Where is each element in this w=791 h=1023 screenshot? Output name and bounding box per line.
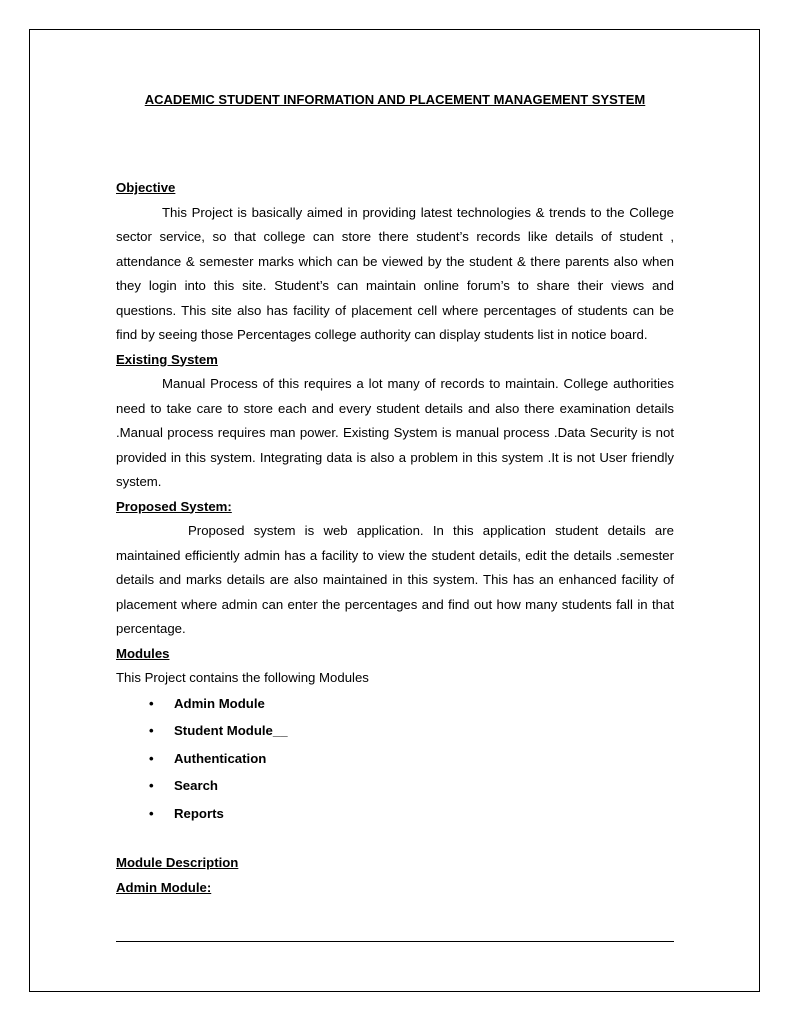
bullet-icon: • [149, 723, 154, 738]
footer-rule [116, 941, 674, 942]
bullet-icon: • [149, 750, 154, 766]
module-item-admin [116, 692, 674, 720]
modules-list [116, 692, 674, 830]
document-body [116, 88, 674, 900]
bullet-icon: • [149, 778, 154, 793]
proposed-system-heading: Proposed System: [116, 498, 232, 514]
module-description-heading: Module Description [116, 855, 239, 870]
module-item-label: Reports [174, 805, 224, 821]
bullet-icon: • [149, 695, 154, 711]
module-item-label: Student Module__ [174, 723, 288, 738]
document-title: ACADEMIC STUDENT INFORMATION AND PLACEMENT MANAGEMENT SYSTEM [144, 92, 646, 107]
section-spacer [116, 829, 674, 851]
module-item-authentication [116, 747, 674, 775]
module-item-label: Authentication [174, 750, 267, 766]
admin-module-heading: Admin Module: [116, 879, 212, 895]
modules-heading: Modules [116, 645, 170, 661]
existing-system-heading: Existing System [116, 351, 218, 367]
module-item-search [116, 774, 674, 802]
module-item-reports [116, 802, 674, 830]
objective-heading: Objective [116, 180, 176, 195]
module-item-student [116, 719, 674, 747]
module-item-label: Admin Module [174, 695, 265, 711]
bullet-icon: • [149, 805, 154, 821]
proposed-system-paragraph: Proposed system is web application. In this application student details are maintained efficiently admin has a facility to view the student details, edit the details .semester details and marks details are also maintained in this system. This has an enhanced facility of placement where admin can enter the percentages and find out how many students fall in that percentage. [116, 523, 674, 636]
existing-system-paragraph: Manual Process of this requires a lot many of records to maintain. College authorities need to take care to store each and every student details and also there examination details .Manual process requires man power. Existing System is manual process .Data Security is not provided in this system. Integrating data is also a problem in this system .It is not User friendly system. [116, 376, 674, 489]
module-item-label: Search [174, 778, 218, 793]
modules-intro: This Project contains the following Modules [116, 670, 369, 685]
objective-paragraph: This Project is basically aimed in providing latest technologies & trends to the College sector service, so that college can store there student’s records like details of student , attendance & semester marks which can be viewed by the student & there parents also when they login into this site. Student’s can maintain online forum’s to share their views and questions. This site also has facility of placement cell where percentages of students can be find by seeing those Percentages college authority can display students list in notice board. [116, 204, 674, 342]
